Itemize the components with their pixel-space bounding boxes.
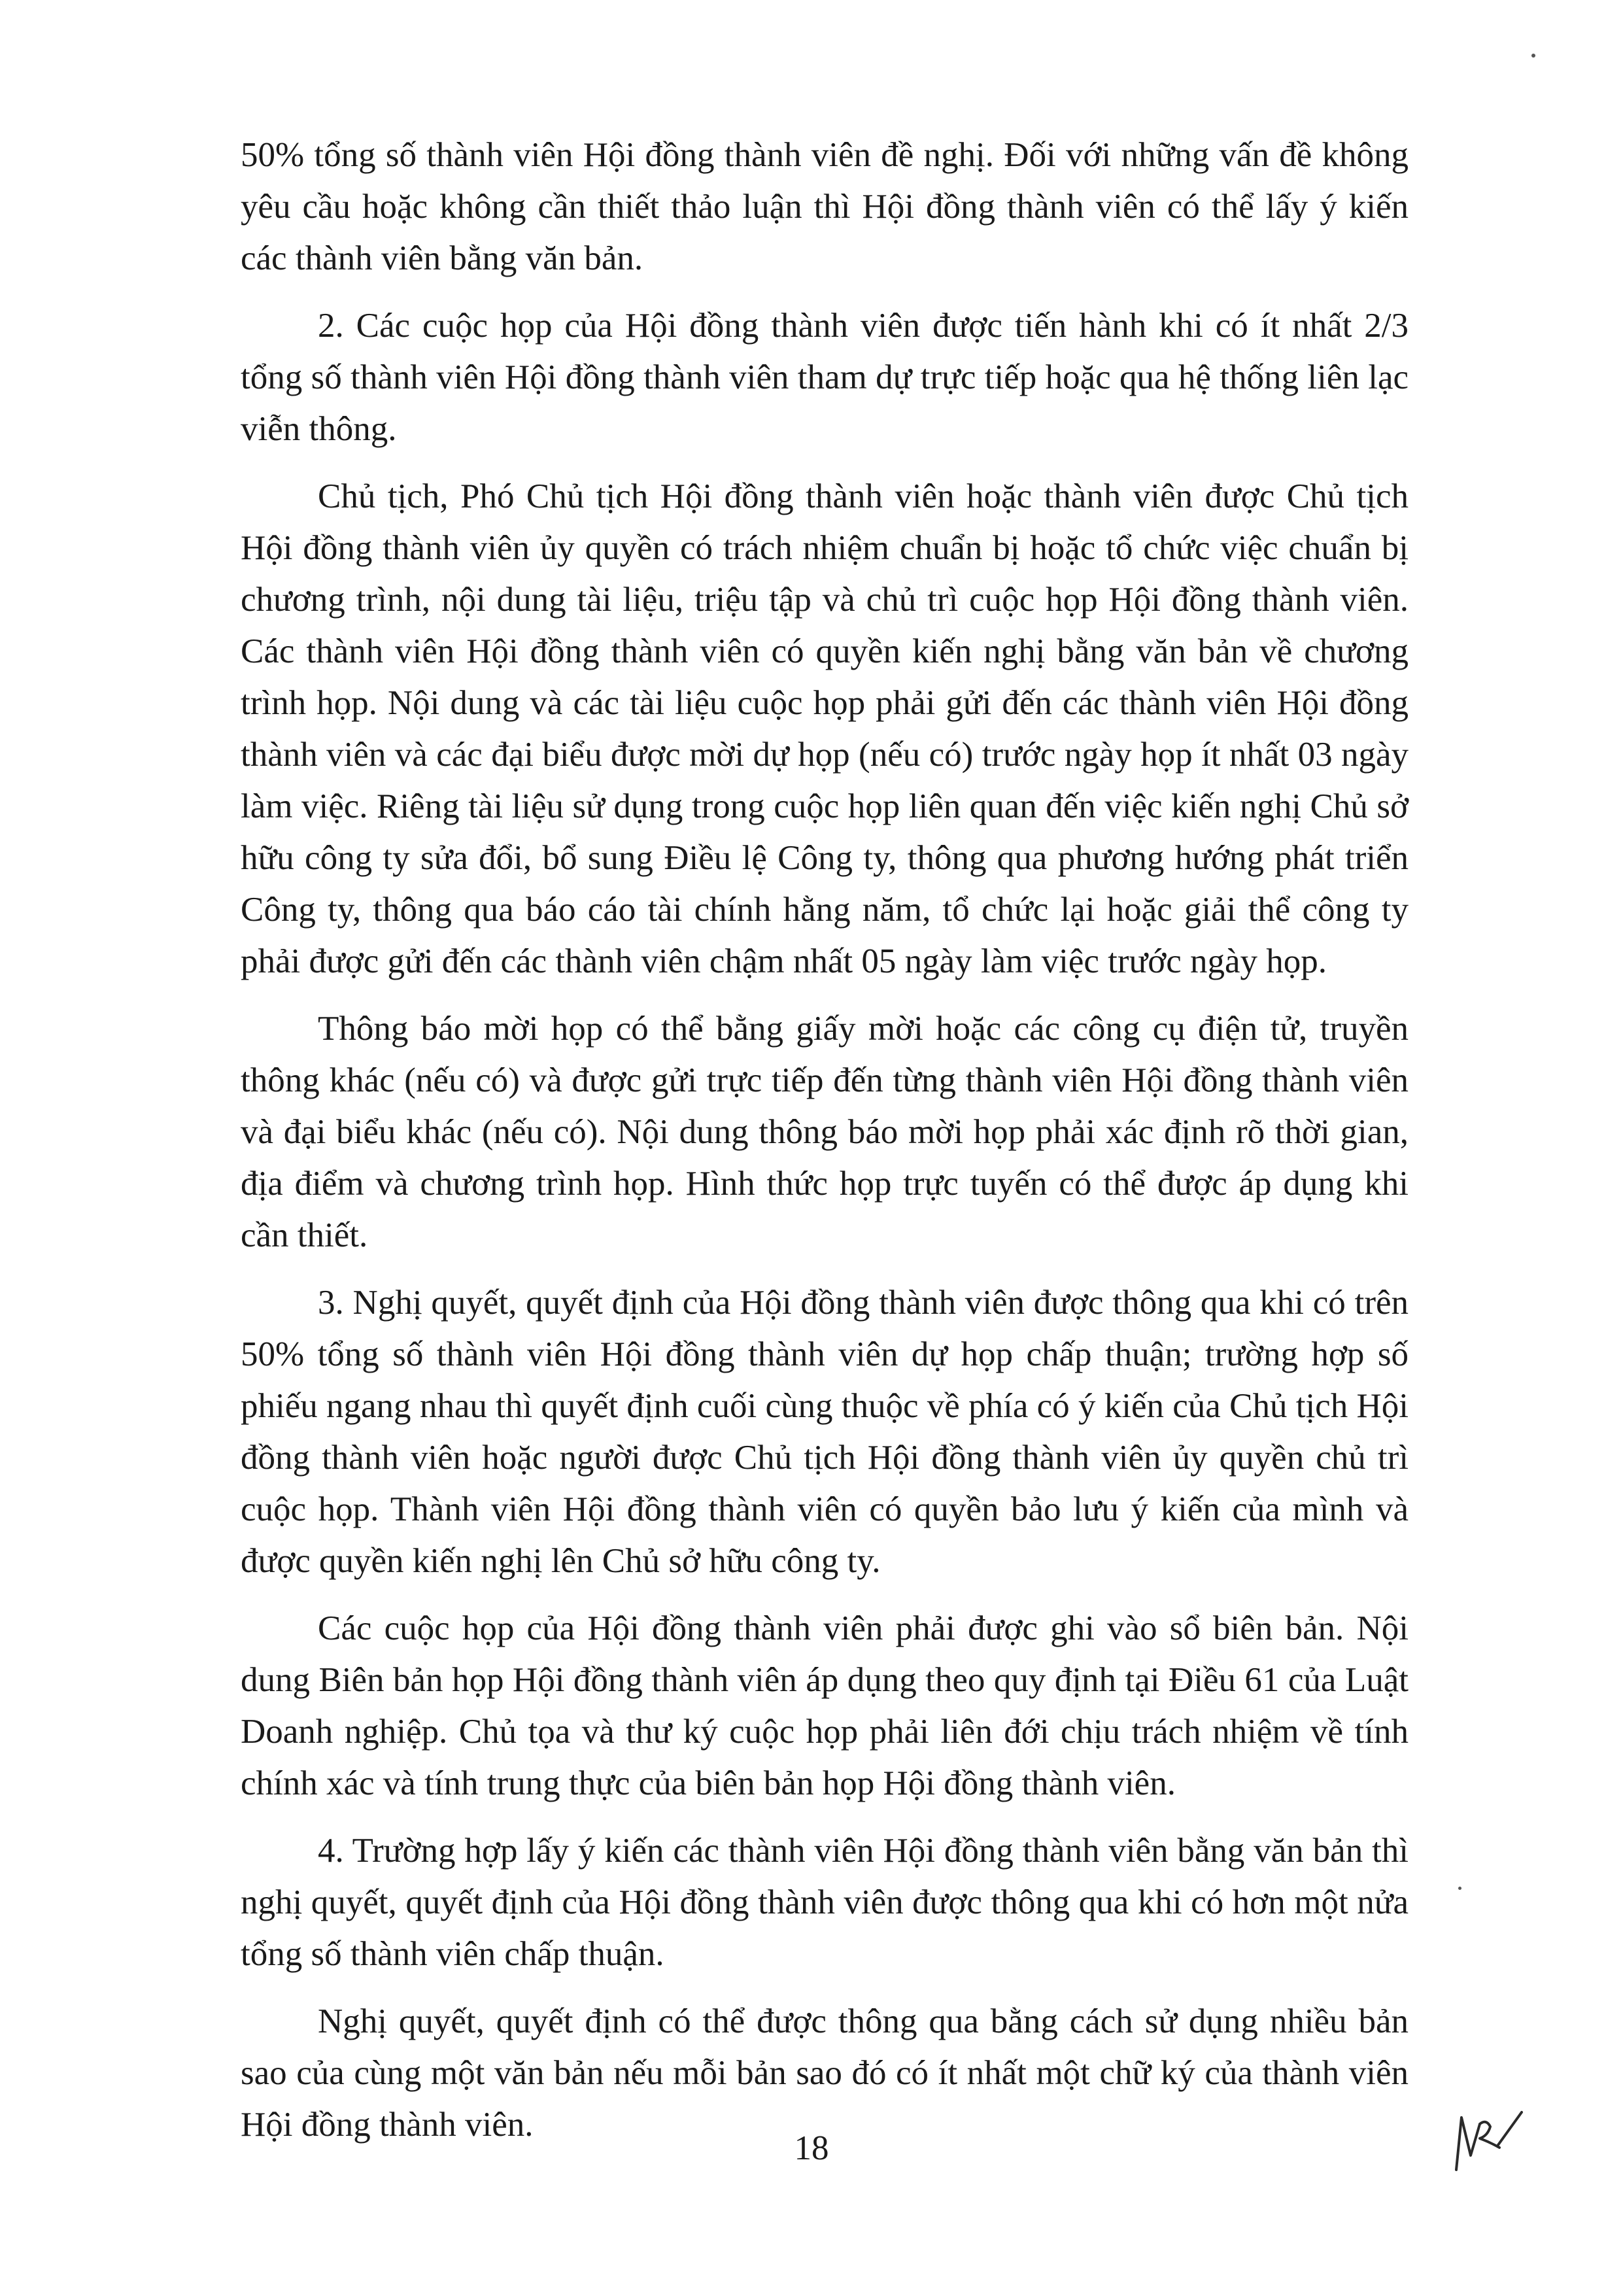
- paragraph-chairman-duties: Chủ tịch, Phó Chủ tịch Hội đồng thành viên hoặc thành viên được Chủ tịch Hội đồng thành viên ủy quyền có trách nhiệm chuẩn bị hoặc tổ chức việc chuẩn bị chương trình, nội dung tài liệu, triệu tập và chủ trì cuộc họp Hội đồng thành viên. Các thành viên Hội đồng thành viên có quyền kiến nghị bằng văn bản về chương trình họp. Nội dung và các tài liệu cuộc họp phải gửi đến các thành viên Hội đồng thành viên và các đại biểu được mời dự họp (nếu có) trước ngày họp ít nhất 03 ngày làm việc. Riêng tài liệu sử dụng trong cuộc họp liên quan đến việc kiến nghị Chủ sở hữu công ty sửa đổi, bổ sung Điều lệ Công ty, thông qua phương hướng phát triển Công ty, thông qua báo cáo tài chính hằng năm, tổ chức lại hoặc giải thể công ty phải được gửi đến các thành viên chậm nhất 05 ngày làm việc trước ngày họp.: [241, 477, 1409, 980]
- handwritten-initials-icon: [1442, 2104, 1527, 2176]
- paragraph-copies: Nghị quyết, quyết định có thể được thông qua bằng cách sử dụng nhiều bản sao của cùng một văn bản nếu mỗi bản sao đó có ít nhất một chữ ký của thành viên Hội đồng thành viên.: [241, 2002, 1409, 2144]
- paragraph-meeting-minutes: Các cuộc họp của Hội đồng thành viên phải được ghi vào sổ biên bản. Nội dung Biên bản họp Hội đồng thành viên áp dụng theo quy định tại Điều 61 của Luật Doanh nghiệp. Chủ tọa và thư ký cuộc họp phải liên đới chịu trách nhiệm về tính chính xác và tính trung thực của biên bản họp Hội đồng thành viên.: [241, 1609, 1409, 1802]
- paragraph-clause-4: 4. Trường hợp lấy ý kiến các thành viên Hội đồng thành viên bằng văn bản thì nghị quyết, quyết định của Hội đồng thành viên được thông qua khi có hơn một nửa tổng số thành viên chấp thuận.: [241, 1832, 1409, 1973]
- scan-speck: [1458, 1887, 1461, 1890]
- paragraph-clause-3: 3. Nghị quyết, quyết định của Hội đồng thành viên được thông qua khi có trên 50% tổng số thành viên Hội đồng thành viên dự họp chấp thuận; trường hợp số phiếu ngang nhau thì quyết định cuối cùng thuộc về phía có ý kiến của Chủ tịch Hội đồng thành viên hoặc người được Chủ tịch Hội đồng thành viên ủy quyền chủ trì cuộc họp. Thành viên Hội đồng thành viên có quyền bảo lưu ý kiến của mình và được quyền kiến nghị lên Chủ sở hữu công ty.: [241, 1284, 1409, 1580]
- paragraph-meeting-notice: Thông báo mời họp có thể bằng giấy mời hoặc các công cụ điện tử, truyền thông khác (nếu có) và được gửi trực tiếp đến từng thành viên Hội đồng thành viên và đại biểu khác (nếu có). Nội dung thông báo mời họp phải xác định rõ thời gian, địa điểm và chương trình họp. Hình thức họp trực tuyến có thể được áp dụng khi cần thiết.: [241, 1010, 1409, 1254]
- body-text: [241, 129, 1409, 2167]
- scan-speck: [1531, 54, 1535, 58]
- page-number: 18: [794, 2129, 829, 2167]
- paragraph-clause-2: 2. Các cuộc họp của Hội đồng thành viên được tiến hành khi có ít nhất 2/3 tổng số thành viên Hội đồng thành viên tham dự trực tiếp hoặc qua hệ thống liên lạc viễn thông.: [241, 307, 1409, 448]
- paragraph-continuation: 50% tổng số thành viên Hội đồng thành viên đề nghị. Đối với những vấn đề không yêu cầu hoặc không cần thiết thảo luận thì Hội đồng thành viên có thể lấy ý kiến các thành viên bằng văn bản.: [241, 136, 1409, 277]
